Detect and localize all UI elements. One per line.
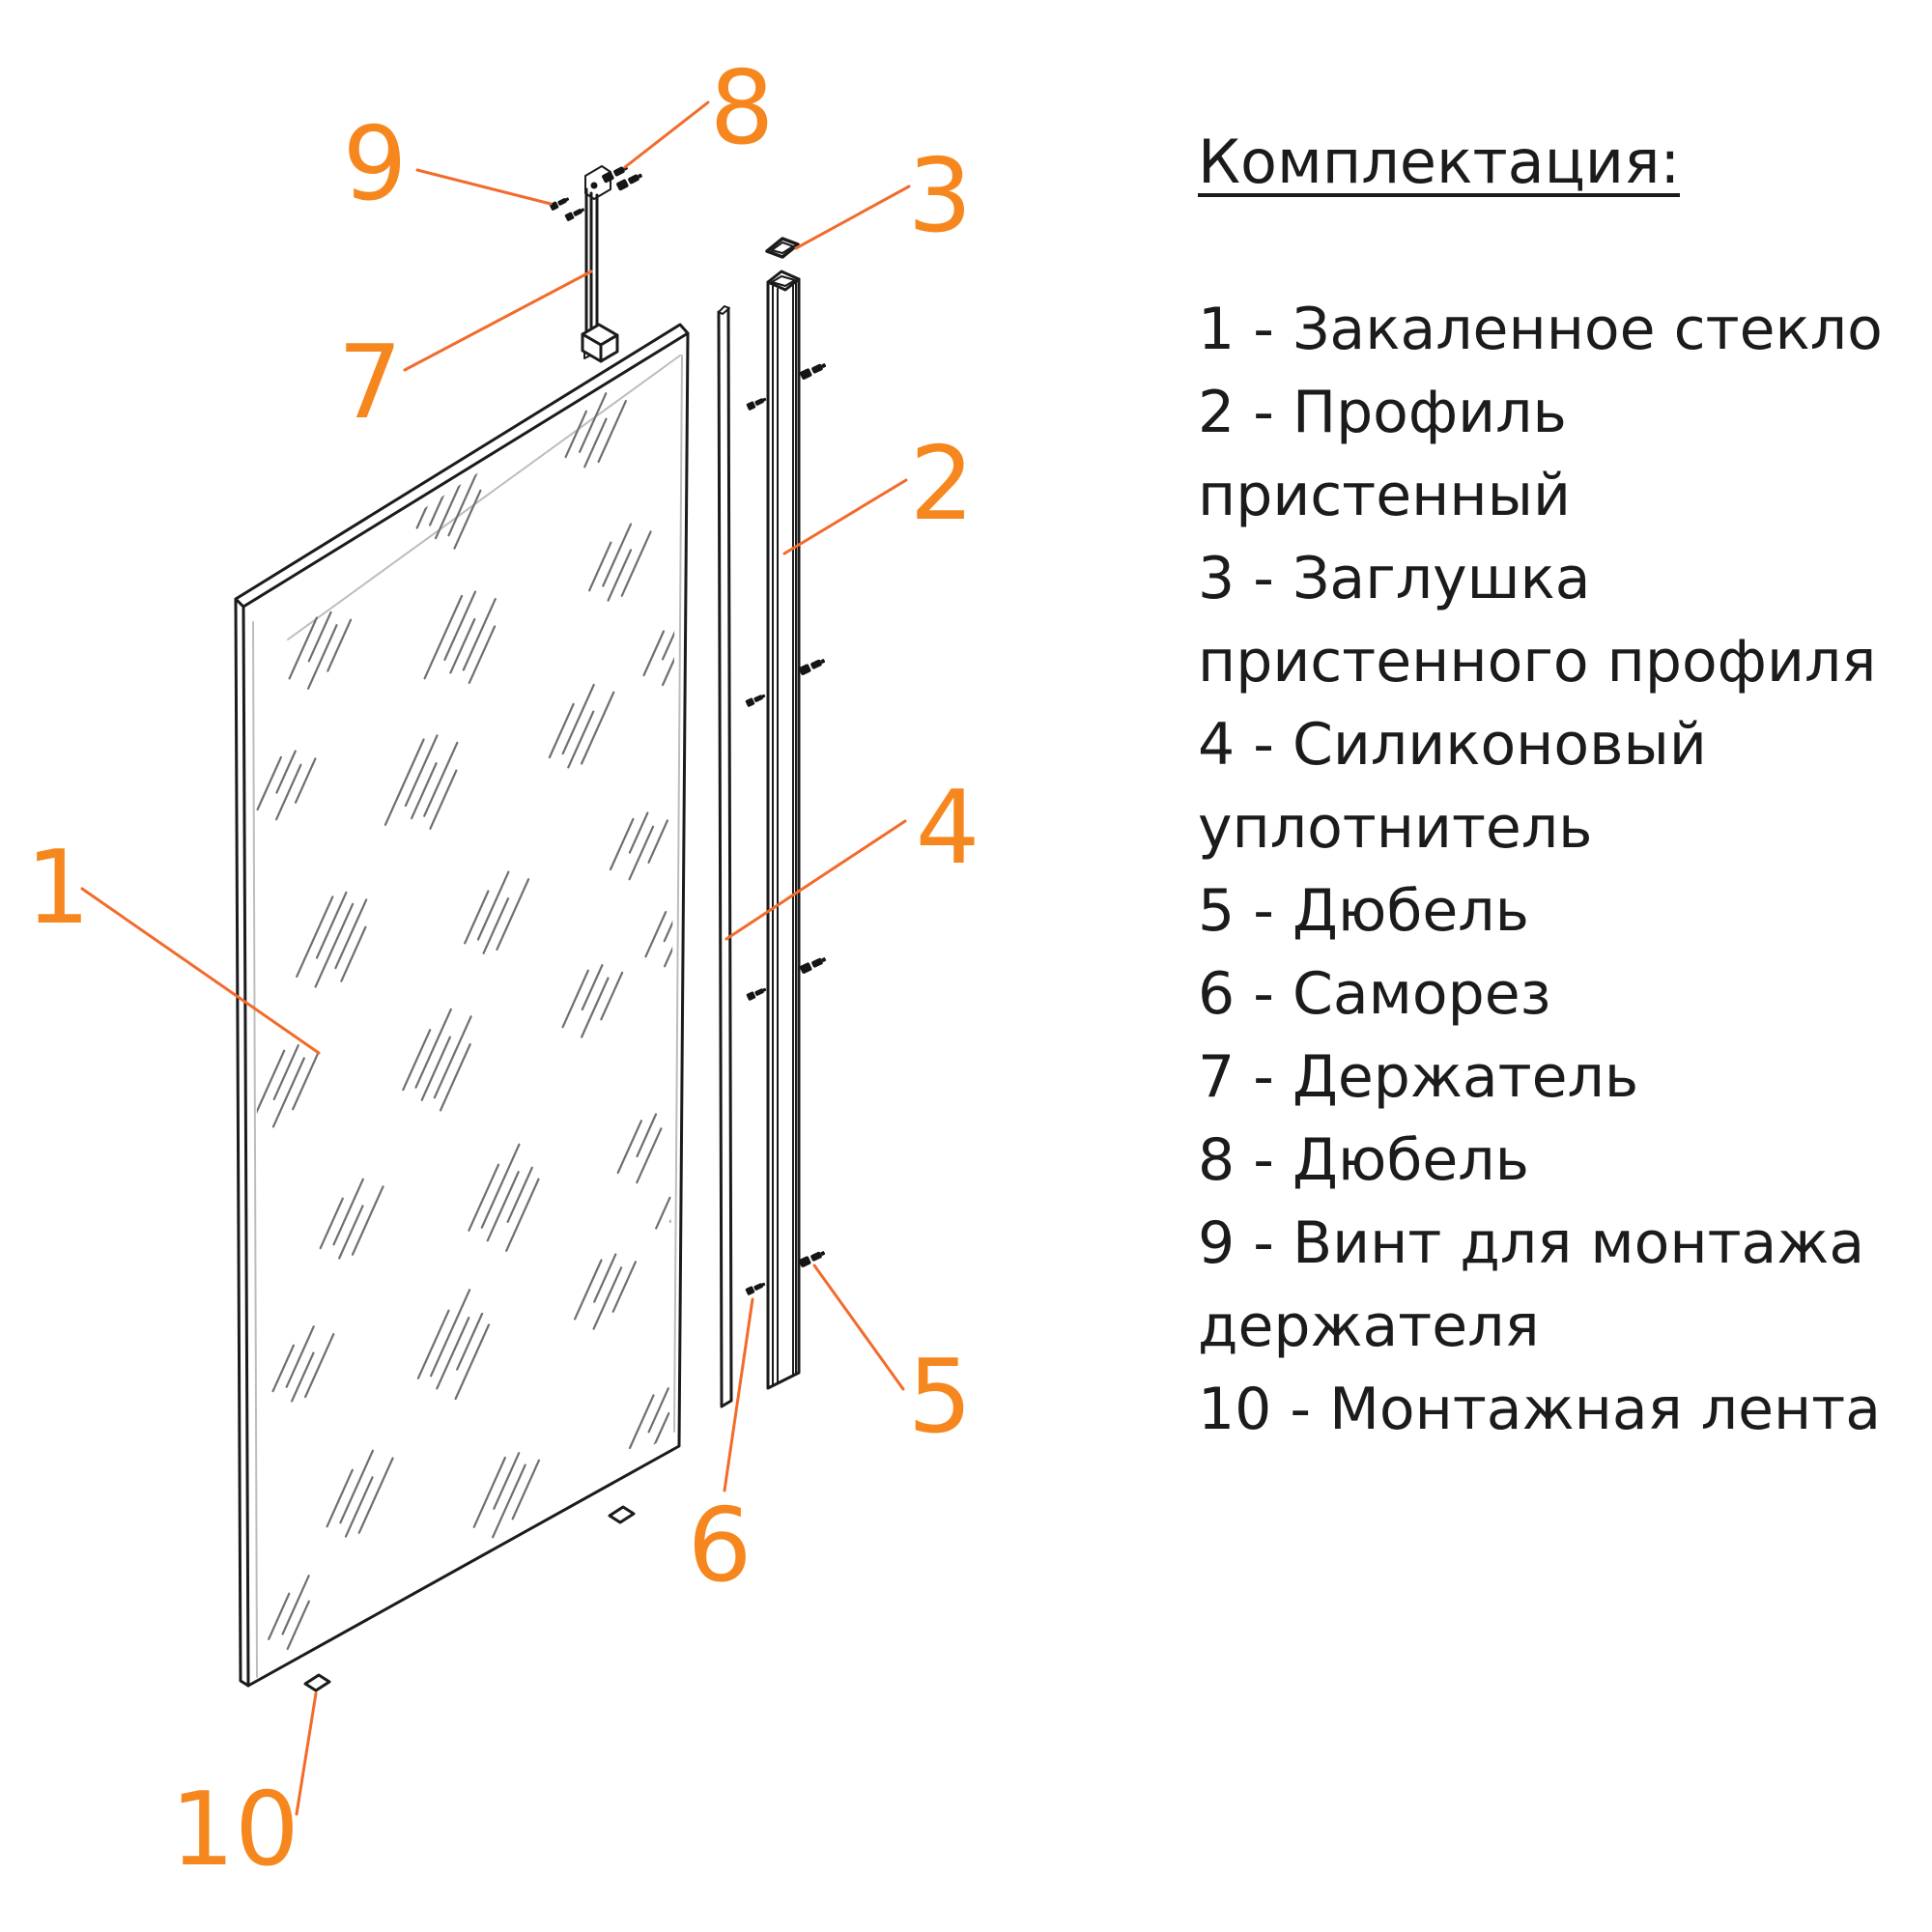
wall-dowel <box>799 955 827 975</box>
glass-panel <box>236 325 690 1686</box>
parts-list-title: Комплектация: <box>1198 127 1681 197</box>
part-label-3: 3 <box>907 137 973 255</box>
holder-screw <box>564 206 585 221</box>
part-label-1: 1 <box>25 829 91 947</box>
wall-dowel <box>798 657 826 676</box>
wall-dowel <box>799 361 827 381</box>
leader-10 <box>297 1693 316 1814</box>
part-label-9: 9 <box>342 105 408 223</box>
part-label-6: 6 <box>687 1487 753 1605</box>
parts-list-line-item-8: 8 - Дюбель <box>1198 1126 1529 1194</box>
part-label-10: 10 <box>170 1771 299 1889</box>
profile-end-cap <box>767 239 798 257</box>
part-label-8: 8 <box>709 49 775 167</box>
leader-2 <box>784 480 906 554</box>
leader-4 <box>726 821 905 939</box>
part-label-4: 4 <box>915 769 980 887</box>
leader-5 <box>814 1265 903 1389</box>
parts-list-line-item-3: 3 - Заглушка <box>1198 545 1591 612</box>
leader-9 <box>417 170 551 204</box>
wall-profile <box>768 271 799 1388</box>
glass-hatch-stroke <box>426 1580 456 1647</box>
leader-7 <box>405 271 591 370</box>
parts-list-line-item-3: пристенного профиля <box>1198 628 1877 696</box>
profile-screw <box>746 985 767 1001</box>
parts-list-line-item-5: 5 - Дюбель <box>1198 877 1529 945</box>
parts-list-line-item-9: 9 - Винт для монтажа <box>1198 1209 1865 1277</box>
holder-screw <box>549 195 570 211</box>
glass-holder <box>582 166 617 361</box>
profile-screw <box>746 395 767 411</box>
parts-list-line-item-4: 4 - Силиконовый <box>1198 711 1707 779</box>
parts-list-line-item-1: 1 - Закаленное стекло <box>1198 296 1883 363</box>
leader-8 <box>625 102 708 167</box>
parts-list-line-item-2: 2 - Профиль <box>1198 379 1567 446</box>
parts-list-line-item-2: пристенный <box>1198 462 1571 529</box>
glass-hatch-stroke <box>571 1520 596 1576</box>
profile-screw <box>745 692 766 707</box>
parts-list-line-item-4: уплотнитель <box>1198 794 1593 862</box>
glass-hatch-stroke <box>446 1576 470 1630</box>
part-label-7: 7 <box>337 324 403 441</box>
parts-list-line-item-10: 10 - Монтажная лента <box>1198 1376 1881 1443</box>
parts-list <box>1198 288 1932 1451</box>
glass-hatch-stroke <box>595 1538 611 1575</box>
part-label-2: 2 <box>909 425 975 543</box>
profile-screw <box>745 1280 766 1295</box>
leader-6 <box>724 1299 753 1491</box>
parts-list-line-item-9: держателя <box>1198 1293 1540 1360</box>
silicone-seal-strip <box>719 306 731 1406</box>
glass-hatch-stroke <box>590 1513 611 1559</box>
part-label-5: 5 <box>907 1338 973 1456</box>
parts-list-line-item-6: 6 - Саморез <box>1198 960 1551 1028</box>
parts-list-panel <box>1198 127 1932 1443</box>
leader-3 <box>796 186 909 248</box>
parts-list-line-item-7: 7 - Держатель <box>1198 1043 1639 1111</box>
wall-dowel <box>798 1249 826 1268</box>
